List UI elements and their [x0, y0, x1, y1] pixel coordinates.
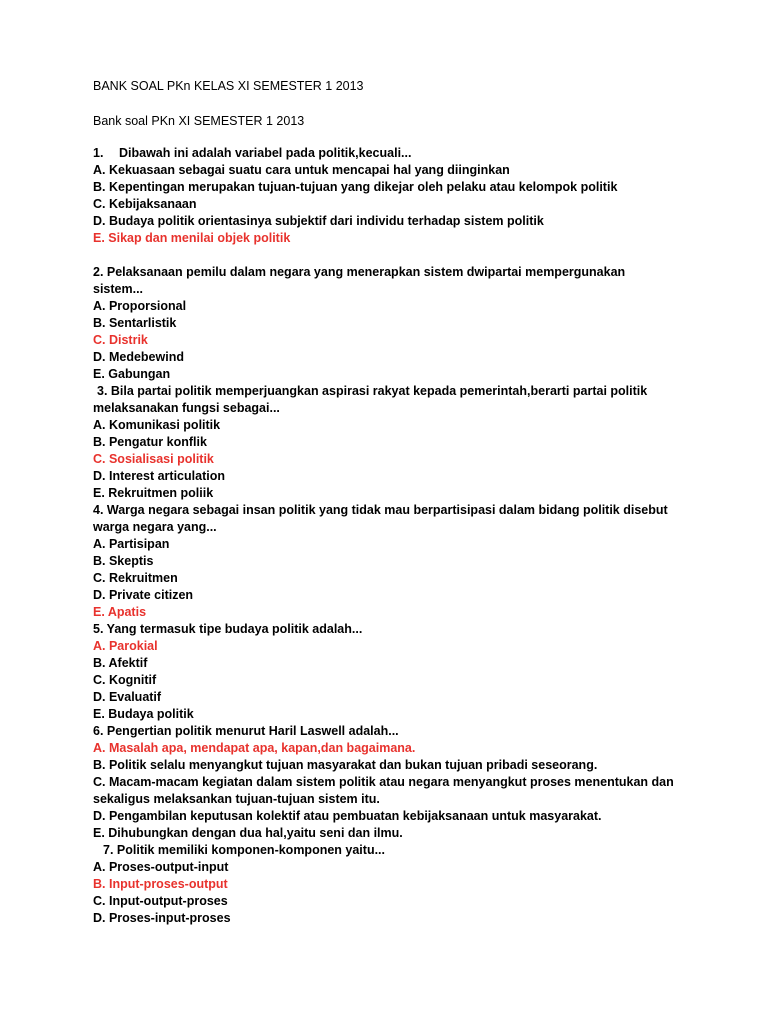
question-3-text: 3. Bila partai politik memperjuangkan aspirasi rakyat kepada pemerintah,berarti partai politik [97, 384, 648, 398]
question-6 [93, 723, 688, 842]
answer-option: A. Parokial [93, 639, 158, 653]
question-5 [93, 621, 688, 723]
question-7-text: 7. Politik memiliki komponen-komponen yaitu... [103, 843, 385, 857]
option: D. Budaya politik orientasinya subjektif dari individu terhadap sistem politik [93, 214, 544, 228]
question-1 [93, 145, 688, 247]
document-title: BANK SOAL PKn KELAS XI SEMESTER 1 2013 [93, 79, 364, 93]
question-1-text: 1. Dibawah ini adalah variabel pada politik,kecuali... [93, 146, 412, 160]
answer-option: C. Distrik [93, 333, 148, 347]
question-3 [93, 383, 688, 502]
question-3-text-cont: melaksanakan fungsi sebagai... [93, 401, 280, 415]
option: E. Budaya politik [93, 707, 194, 721]
option: E. Gabungan [93, 367, 171, 381]
question-4-text-cont: warga negara yang... [93, 520, 217, 534]
option: C. Rekruitmen [93, 571, 178, 585]
option: B. Afektif [93, 656, 148, 670]
option: C. Input-output-proses [93, 894, 228, 908]
option: C. Macam-macam kegiatan dalam sistem politik atau negara menyangkut proses menentukan dan [93, 775, 674, 789]
option: A. Komunikasi politik [93, 418, 221, 432]
answer-option: E. Sikap dan menilai objek politik [93, 231, 291, 245]
question-2 [93, 264, 688, 383]
option: A. Partisipan [93, 537, 170, 551]
option: A. Proses-output-input [93, 860, 229, 874]
option: B. Kepentingan merupakan tujuan-tujuan yang dikejar oleh pelaku atau kelompok politik [93, 180, 618, 194]
option: D. Private citizen [93, 588, 194, 602]
question-2-text: 2. Pelaksanaan pemilu dalam negara yang menerapkan sistem dwipartai mempergunakan [93, 265, 626, 279]
option: B. Sentarlistik [93, 316, 177, 330]
option: E. Dihubungkan dengan dua hal,yaitu seni dan ilmu. [93, 826, 403, 840]
option: D. Evaluatif [93, 690, 162, 704]
option: A. Proporsional [93, 299, 187, 313]
option: C. Kebijaksanaan [93, 197, 197, 211]
option: D. Proses-input-proses [93, 911, 231, 925]
option: B. Politik selalu menyangkut tujuan masyarakat dan bukan tujuan pribadi seseorang. [93, 758, 598, 772]
option: D. Interest articulation [93, 469, 225, 483]
option: D. Pengambilan keputusan kolektif atau pembuatan kebijaksanaan untuk masyarakat. [93, 809, 602, 823]
question-7 [93, 842, 688, 927]
document-subtitle: Bank soal PKn XI SEMESTER 1 2013 [93, 114, 305, 128]
answer-option: B. Input-proses-output [93, 877, 228, 891]
spacer [93, 247, 688, 264]
question-4-text: 4. Warga negara sebagai insan politik yang tidak mau berpartisipasi dalam bidang politik disebut [93, 503, 668, 517]
option-cont: sekaligus melaksankan tujuan-tujuan sistem itu. [93, 792, 380, 806]
option: C. Kognitif [93, 673, 157, 687]
option: D. Medebewind [93, 350, 184, 364]
answer-option: A. Masalah apa, mendapat apa, kapan,dan bagaimana. [93, 741, 416, 755]
option: B. Pengatur konflik [93, 435, 207, 449]
question-4 [93, 502, 688, 621]
option: B. Skeptis [93, 554, 154, 568]
question-6-text: 6. Pengertian politik menurut Haril Laswell adalah... [93, 724, 399, 738]
answer-option: C. Sosialisasi politik [93, 452, 214, 466]
answer-option: E. Apatis [93, 605, 147, 619]
option: A. Kekuasaan sebagai suatu cara untuk mencapai hal yang diinginkan [93, 163, 510, 177]
option: E. Rekruitmen poliik [93, 486, 214, 500]
question-2-text-cont: sistem... [93, 282, 144, 296]
question-1-number: 1. [93, 146, 104, 160]
question-5-text: 5. Yang termasuk tipe budaya politik adalah... [93, 622, 363, 636]
